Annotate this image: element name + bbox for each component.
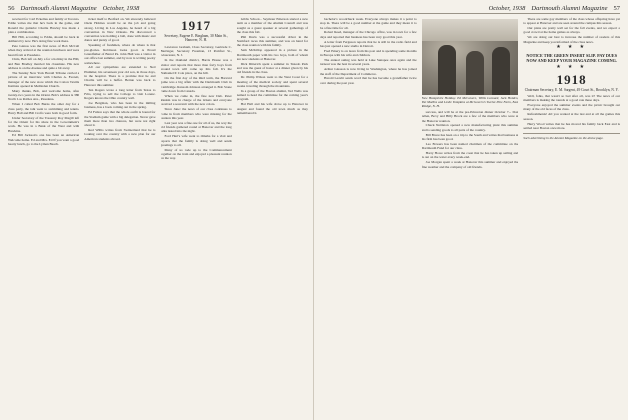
paragraph: The annual outing was held at Lake Sunapee once again and the turnout was the best in several years.: [320, 58, 417, 67]
paragraph: Gibbs School... Seymour Emerson started a new term as a member of the Alumni Council and was sought as a guest speaker at several gatherings of the class this fall.: [236, 17, 308, 34]
paragraph: We are doing our best to increase the number of readers of this Magazine and keep you informed of the class news.: [523, 35, 621, 44]
paragraph: Lawrence Graham, Class Secretary, Gertrude C. Barringer, Secretary Freeman, 13 Pomfret St., Gloucester, N. J.: [160, 44, 232, 58]
paragraph: Bill Hill, according to Eddie, should be back in Amherst by now. He's doing fine work there.: [8, 34, 80, 44]
class-photo: [422, 19, 519, 95]
left-column-1: [8, 17, 79, 417]
left-column-4: [237, 17, 308, 417]
left-page-number: 56: [8, 5, 15, 12]
left-column-3: [161, 17, 232, 417]
paragraph: Arthur Gleason is now living in Washington, where he has joined the staff of the Department of Commerce.: [320, 67, 417, 76]
right-column-2: [422, 17, 519, 417]
divider-stars: ★ ★ ★: [556, 44, 588, 50]
paragraph: received for Carl Eckelius and family at Toronto. Eddie writes me that he's back in the game, and Ronald the guitarist Charlie Hawley has made a plan a combination.: [8, 17, 80, 34]
right-running-head: [320, 4, 620, 14]
paragraph: Sam McKillop appeared in a picture in the Dartmouth paper with his two boys, both of whom are now students at Hanover.: [236, 48, 308, 61]
paragraph: Refreshments! All you wanted at the last and at all the games this season.: [523, 112, 621, 121]
footnote: Such advertising in the Alumni Magazine on the above page.: [523, 133, 620, 140]
right-magazine-title: Dartmouth Alumni Magazine: [531, 5, 608, 12]
paragraph: Last year was a fine one for all of us, the way the old friends gathered round at Hanover and the long talks lasted into the night.: [160, 120, 232, 134]
paragraph: Pete Gianos was the first news of Bob McCall when they arrived at the reunion luncheon and were heard from at Pasadena.: [8, 43, 80, 57]
paragraph: Red Willis writes from Switzerland that he is looking over the country with a new plan for our American students abroad.: [84, 127, 156, 141]
paragraph: Hal Hall and his wife drove up to Hanover in August and found the old town much as they remembered it.: [236, 102, 308, 115]
paragraph: In the Oakland district, Harris House was a visitor and reports that more than forty boys from around town will come up this fall. It's the Nathaniel P. Cole place, on the hill.: [160, 58, 232, 76]
paragraph: Everyone enjoyed the summer events and the picnic brought out many of the old faces of the class.: [523, 103, 621, 112]
right-page-number: 57: [613, 5, 620, 12]
left-magazine-title: Dartmouth Alumni Magazine: [20, 5, 97, 12]
right-columns: [320, 17, 620, 417]
paragraph: Since June: the news of our class continues to come in from members who were missing for the reunion this year.: [160, 107, 232, 120]
paragraph: Dr. Philip Wilson went to the West Coast for a meeting of the medical society and spent several weeks traveling through the mountains.: [236, 75, 308, 88]
paragraph: Joe Bergman, who has been in the milling business, has a book coming out in the spring.: [84, 101, 156, 110]
photo-figure: [492, 47, 510, 95]
paragraph: Harold Leavitt sends word that he has become a grandfather twice over during the past year.: [320, 76, 417, 85]
paragraph: On the first day of the third term, the Harvard game was a big affair with the Dartmouth Club in Cambridge. Ransom Johnson arranged it. Bob Stone came down from Canada.: [160, 76, 232, 93]
dues-notice: NOTICE THE GREEN INSERT SLIP. PAY DUES NOW AND KEEP YOUR MAGAZINE COMING.: [526, 53, 618, 64]
paragraph: Joe Morgan spent a week at Hanover this summer and enjoyed the fine weather and the company of old friends.: [421, 160, 519, 169]
class-secretary-line: Chairman Secretary, E. M. Sargent, 49 Court St., Brooklyn, N. Y.: [524, 87, 619, 92]
paragraph: Robert Reed, manager of the Chicago office, was in town for a few days and reported that business has been very good this year.: [320, 30, 417, 39]
paragraph: Dick Ditterich spent a summer in Tuxedo Park and was the guest of honor at a dinner given by his old friends in the class.: [236, 61, 308, 75]
class-year-heading: 1917: [181, 18, 212, 33]
photo-caption: New Hampshire Holiday. Ed McGovern, Willis Leonard, Jack Holden, Pat Mullins and Leslie Tompkins at McGovern's Twelve Pine Farm, East Rindge, N. H.: [421, 96, 519, 108]
paragraph: Harry Wood writes that he has moved his family back East and is settled near Boston once more.: [523, 121, 621, 130]
paragraph: success, and will be at the pre-Princeton dinner October 7... Don Allen, Bovy and Billy Brock are a few of the members who were at the Hanover reunion.: [421, 110, 519, 123]
paragraph: Chuck Nettleton opened a new manufacturing plant this summer and is sending goods to all parts of the country.: [421, 123, 519, 132]
paragraph: A letter from Ferguson reports that he is still in the radio field and has just opened a new studio in Detroit.: [320, 39, 417, 48]
divider-stars: ★ ★ ★: [556, 65, 588, 71]
paragraph: When we came in, the fine new Deb. Peter Rankin was in charge of the tickets and everyone received a souvenir with the new colors.: [160, 93, 232, 107]
paragraph: Ed Bill Jackson's one has been an American Welcome home. Ed and Mrs. Ed If you want a good hearty lunch, go to the Lyman Beach.: [8, 133, 80, 147]
paragraph: Phil Davis was a successful driver in the Stamford races this summer, and was on hand for the class reunion with his family.: [236, 34, 308, 48]
right-page: [314, 0, 628, 420]
paragraph: Harry Howe writes from the coast that he has taken up sailing and is out on the water every week-end.: [421, 151, 519, 160]
paragraph: Under Secretary of the Treasury Roy Magill left for the Orient for his share in the Government's work. He was in a Bank of the West and with Hawkins.: [8, 115, 80, 133]
paragraph: bachelor's woodchuck week. Everyone always makes it a point to stop in. There will be a good number at the game and they mean it to be a fine time for all.: [320, 17, 417, 30]
paragraph: Chris, Bob left on July a for a holiday in the Hill, and Ben Bradley married his classmate. His new address is on the Avenue and quite a bit away.: [8, 57, 80, 71]
paragraph: When I called Bob Burns the other day for a class party, the talk went to swimming and tennis. Harry Hall and Bill Crofts were both in good form.: [8, 102, 80, 115]
paragraph: Speaking of freshmen, where oh where is that pre-glories. Robinson looks good. A Proud Grandfather of Barrel Pa. John Hull was a visitor in our office last summer, and by now is writing poetry somewhere.: [84, 43, 156, 65]
paragraph: There are some gay members of the class whose offspring have yet to appear at Hanover and are seen around the campus this season.: [523, 17, 621, 26]
paragraph: Ten Rogers wrote a long letter from Texas to Frits, trying to sell the College to visit Lorenz. Rogers knows the Ohio country well.: [84, 87, 156, 101]
paragraph: Many of us rode up to the Commencement together on the train and enjoyed a pleasant reunion on the way.: [160, 147, 232, 161]
class-year-heading: 1918: [556, 71, 587, 87]
class-secretary-line: Secretary, Eugene E. Bingham, 30 Main St., Hanover, N. H.: [164, 34, 228, 43]
left-issue-date: October, 1938: [102, 5, 140, 12]
paragraph: The Sunday New York Herald Tribune carried a picture of an interview with Charles A. Everett, manager of the new store which the Cotton Textile Institute opened in Metlinden Church.: [8, 70, 80, 88]
paragraph: Bill Bruce has been on a trip to the South and writes that business at his firm has been good.: [421, 132, 519, 141]
paragraph: ticket itself to Bedford on. We sincerely believed Ozzie Holmes would be on the job and going strong. Living in Los Angeles, he heard of a big convention in New Orleans. He discovered a convention was holding a ball, done with music and dance and plenty of good.: [84, 17, 156, 43]
right-issue-date: October, 1938: [488, 5, 526, 12]
paragraph: Leo Bowers has been named chairman of the committee on the Dartmouth Fund for our class.: [421, 141, 519, 151]
paragraph: All our sympathies are extended to Ned Plummer, his seventeen year old son, in those days, in the hospital. There is a promise that he and Charlie will be a buffer. Bernie was back to Hanover this summer.: [84, 65, 156, 87]
paragraph: Fred Emery is on leave from his post and is spending some months in Europe with his wife and children.: [320, 48, 417, 58]
paragraph: In a group of the Boston alumni, Ted Wells was named to head the committee for the coming year's program.: [236, 88, 308, 102]
right-column-1: [320, 17, 417, 417]
left-columns: [8, 17, 308, 417]
paragraph: Well, folks, that wasn't so bad after all, was it? The news of our members is making the rounds at a good rate these days.: [523, 93, 621, 103]
right-column-3: [523, 17, 620, 417]
photo-sky: [422, 19, 519, 41]
paragraph: Our plans are pretty well set for the fall events, and we expect a good crowd at the home games as always.: [523, 26, 621, 35]
paragraph: Ed Fulton says that the whole outfit is bound for the Stadium game with a big delegation. Never gave them more than two chances, but were not right about it.: [84, 110, 156, 128]
paragraph: Many thanks, Bob, and welcome home, after twenty-two years in the Orient. Bob's address is 380 North Los Robles Ave., Pasadena.: [8, 88, 80, 102]
left-column-2: [84, 17, 155, 417]
photo-figure: [438, 45, 456, 95]
left-running-head: [8, 4, 308, 14]
paragraph: Ford Hart's wife went to Omaha for a visit and reports that the family is doing well and sends greetings to all.: [160, 134, 232, 147]
photo-figure: [466, 51, 484, 95]
